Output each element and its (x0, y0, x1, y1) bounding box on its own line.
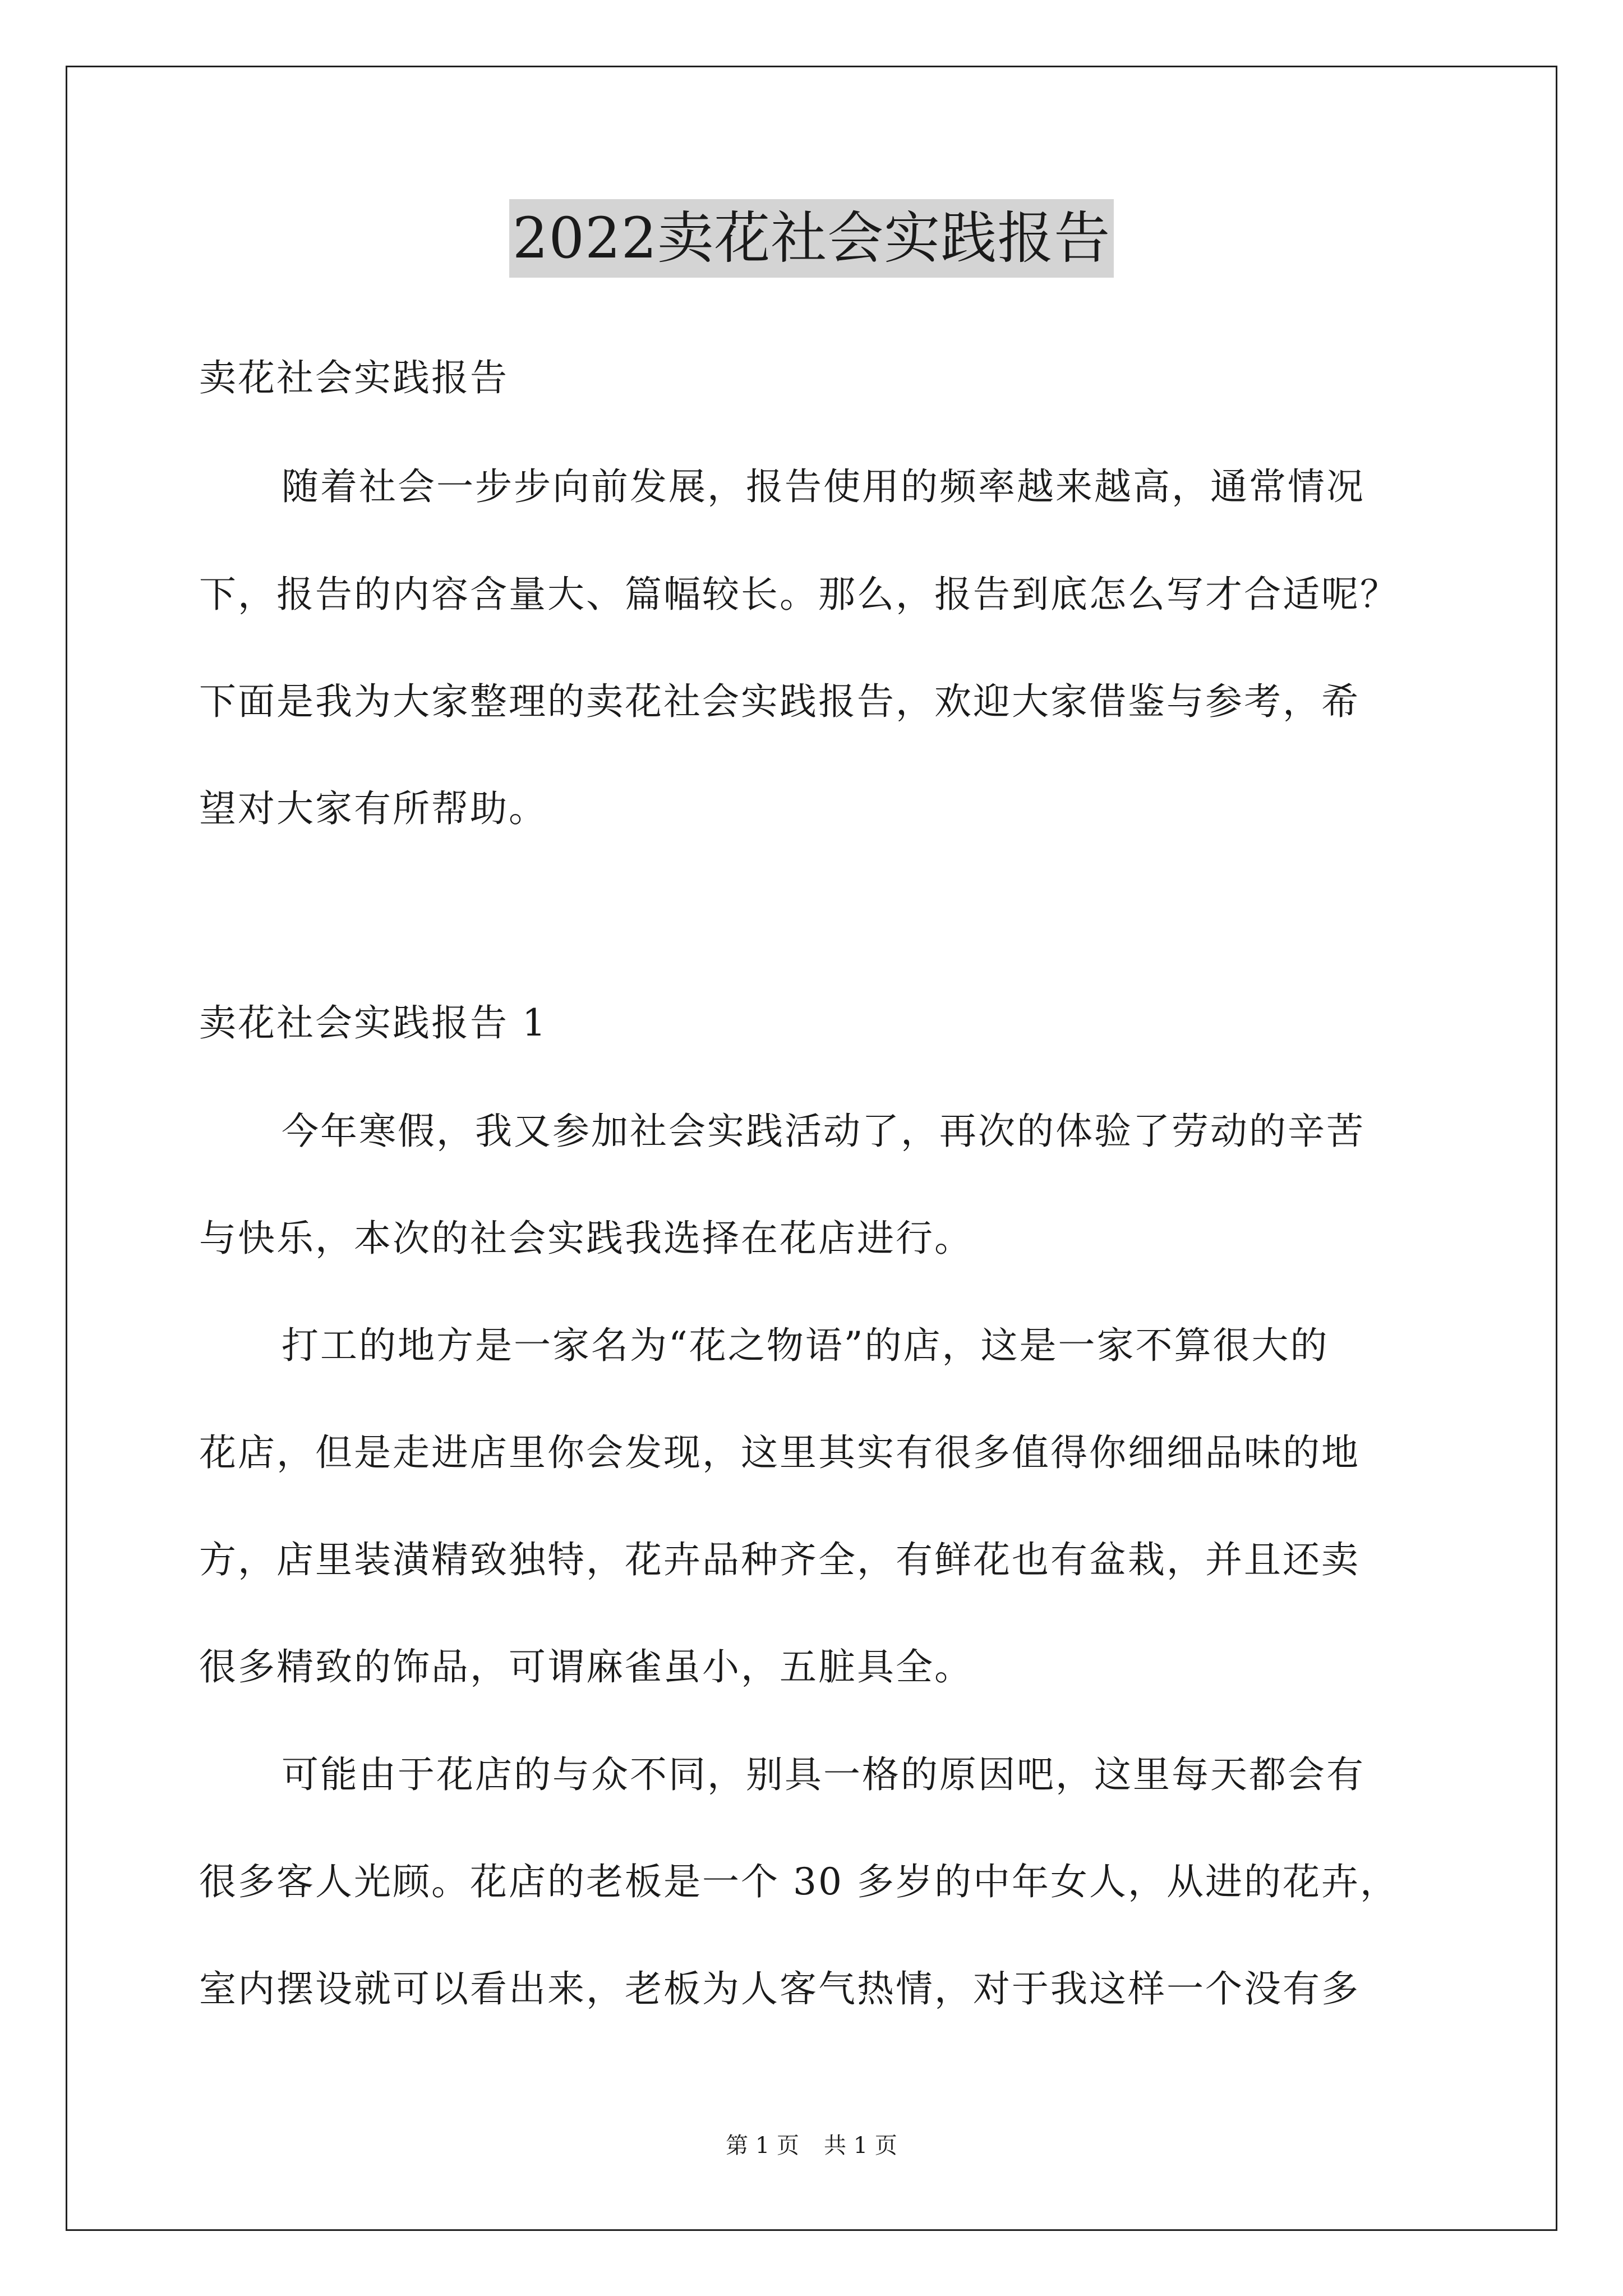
page-total: 共 1 页 (824, 2133, 897, 2159)
document-subtitle: 卖花社会实践报告 (199, 356, 509, 399)
section-paragraph-line: 很多客人光顾。花店的老板是一个 30 多岁的中年女人，从进的花卉， (199, 1860, 1399, 1903)
intro-paragraph-line: 下面是我为大家整理的卖花社会实践报告，欢迎大家借鉴与参考，希 (199, 680, 1360, 723)
section-paragraph-line: 很多精致的饰品，可谓麻雀虽小，五脏具全。 (199, 1645, 973, 1688)
section-heading: 卖花社会实践报告 1 (199, 1001, 547, 1045)
section-paragraph-line: 与快乐，本次的社会实践我选择在花店进行。 (199, 1217, 973, 1260)
page-number: 第 1 页 (726, 2133, 799, 2159)
page-footer (0, 2129, 1623, 2162)
document-title: 2022卖花社会实践报告 (509, 199, 1114, 278)
section-paragraph-line: 今年寒假，我又参加社会实践活动了，再次的体验了劳动的辛苦 (282, 1110, 1365, 1153)
intro-paragraph-line: 随着社会一步步向前发展，报告使用的频率越来越高，通常情况 (282, 465, 1365, 508)
intro-paragraph-line: 下，报告的内容含量大、篇幅较长。那么，报告到底怎么写才合适呢？ (199, 573, 1399, 616)
title-container (0, 199, 1623, 278)
section-paragraph-line: 室内摆设就可以看出来，老板为人客气热情，对于我这样一个没有多 (199, 1967, 1360, 2010)
section-paragraph-line: 花店，但是走进店里你会发现，这里其实有很多值得你细细品味的地 (199, 1431, 1360, 1474)
section-paragraph-line: 可能由于花店的与众不同，别具一格的原因吧，这里每天都会有 (282, 1753, 1365, 1796)
section-paragraph-line: 打工的地方是一家名为“花之物语”的店，这是一家不算很大的 (282, 1324, 1329, 1367)
intro-paragraph-line: 望对大家有所帮助。 (199, 787, 547, 830)
section-paragraph-line: 方，店里装潢精致独特，花卉品种齐全，有鲜花也有盆栽，并且还卖 (199, 1538, 1360, 1581)
